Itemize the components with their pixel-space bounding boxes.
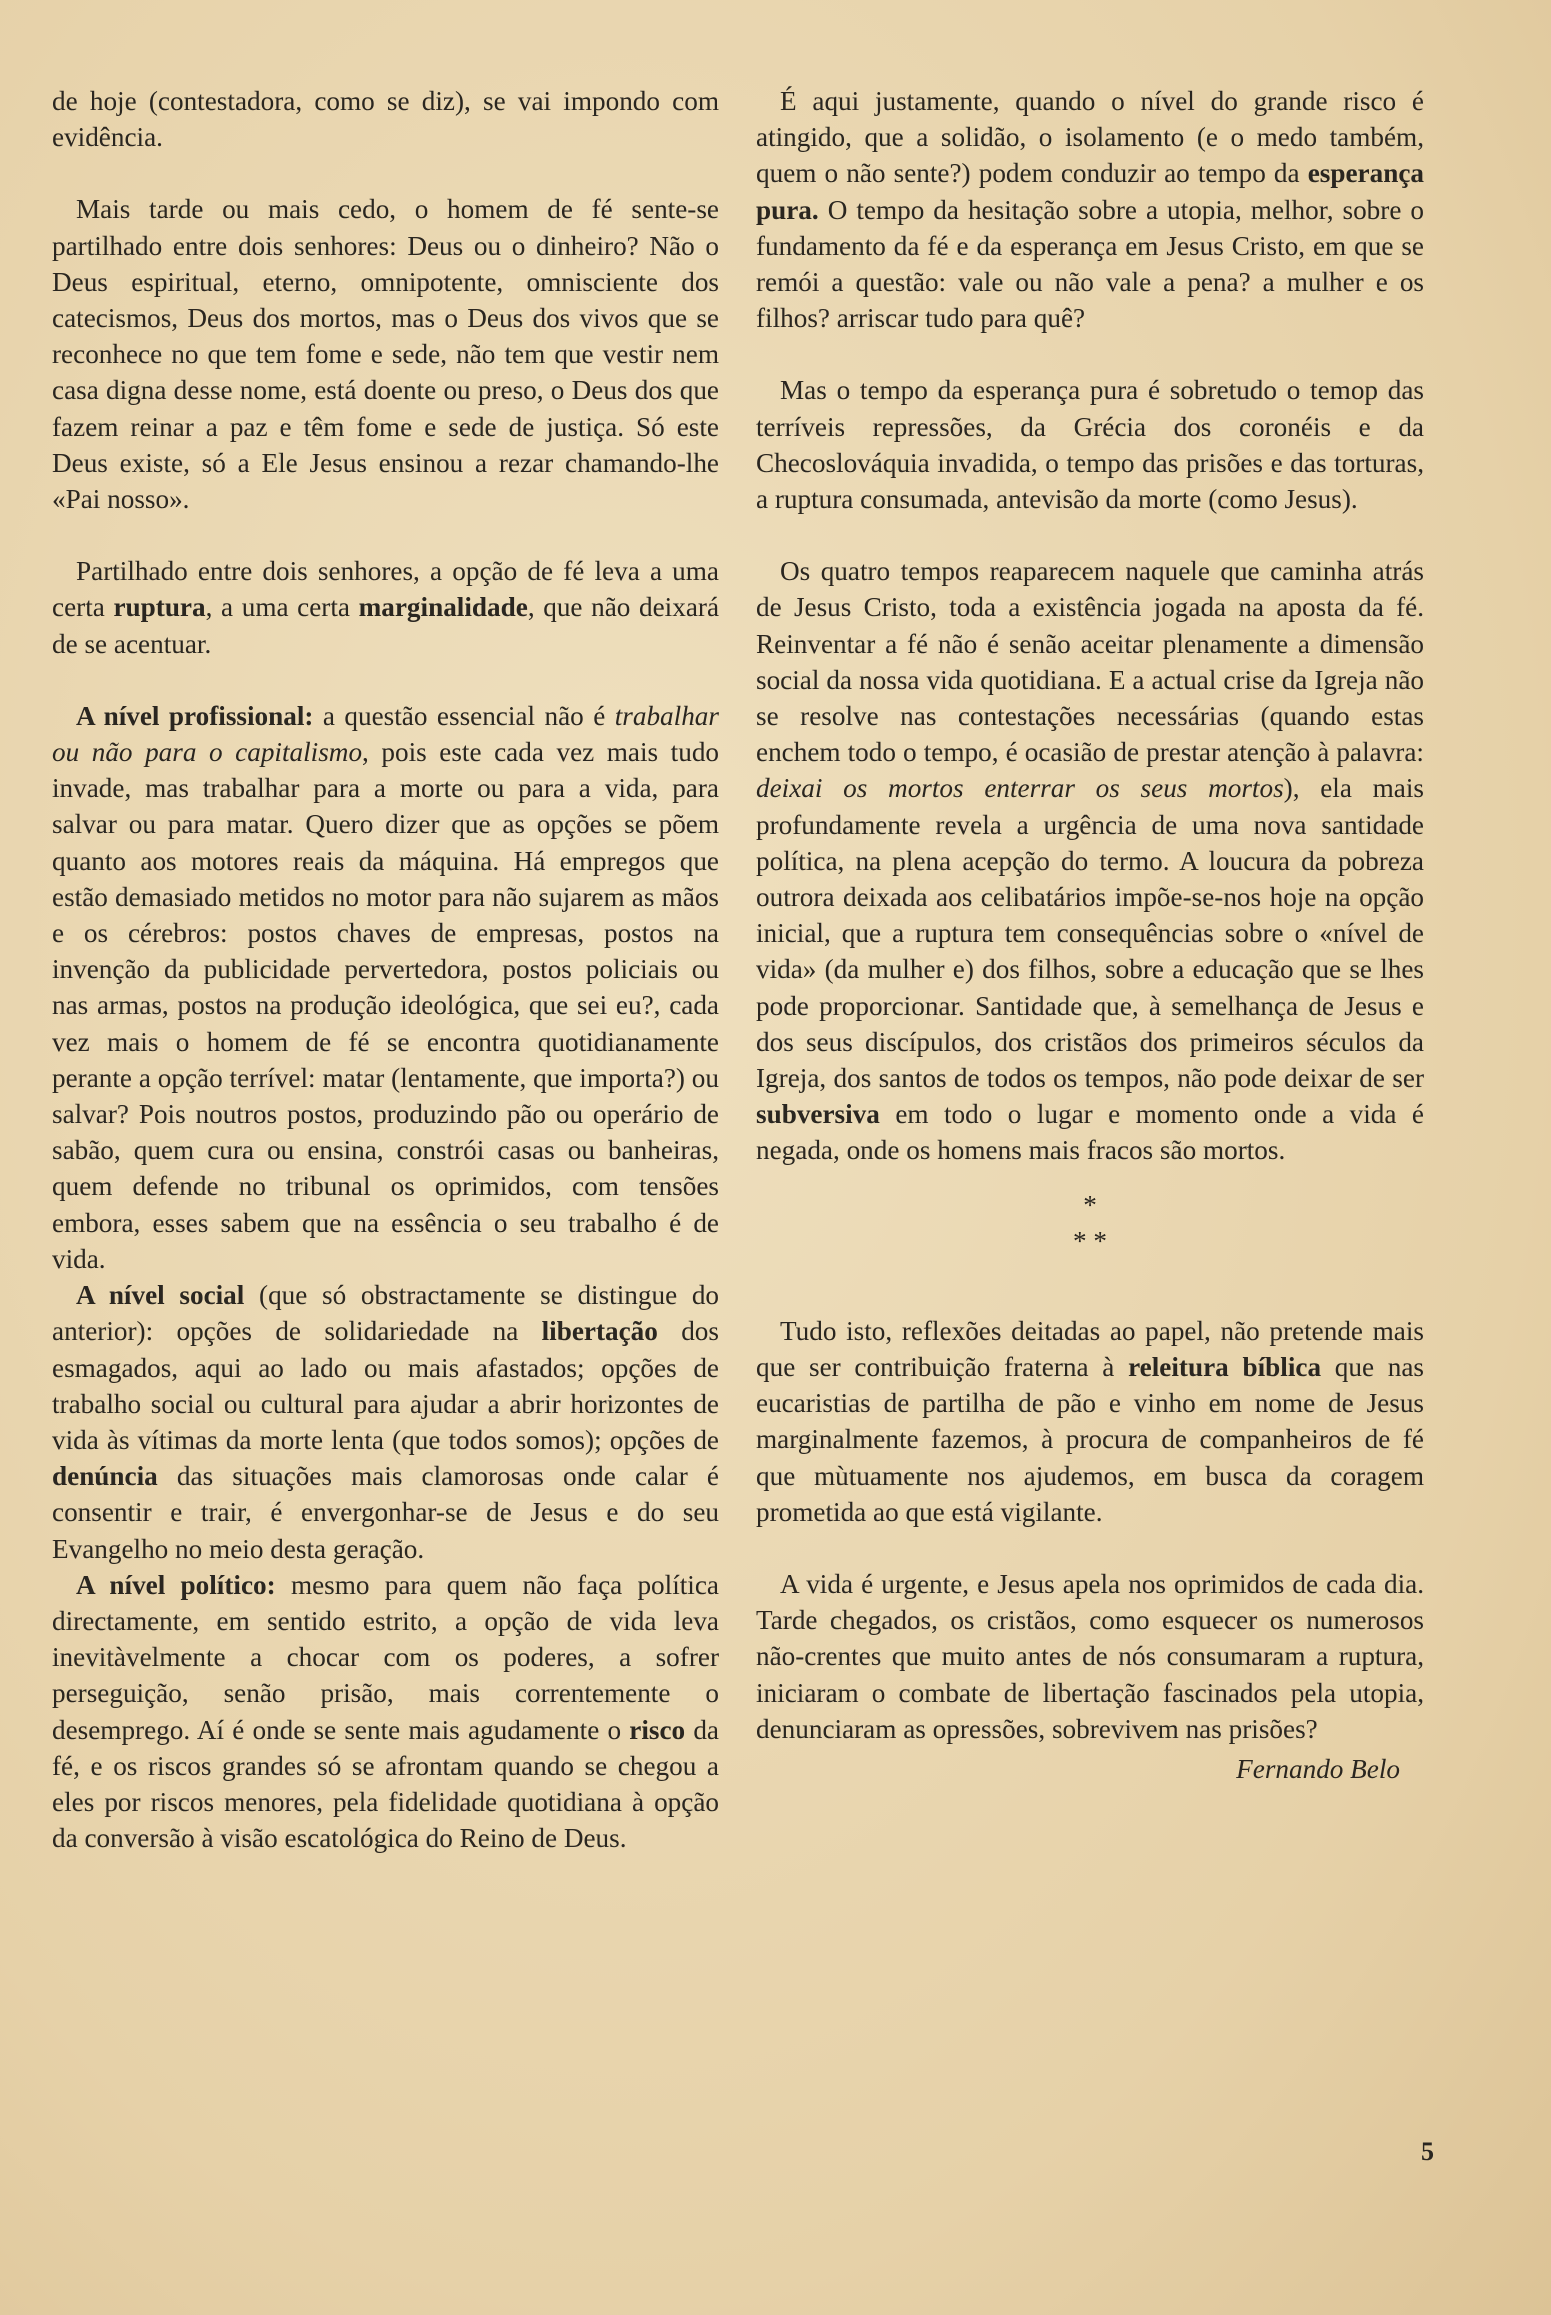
emphasis-libertacao: libertação xyxy=(541,1316,658,1347)
paragraph-rupture: Partilhado entre dois senhores, a opção de fé leva a uma certa ruptura, a uma certa marginalidade, que não deixará de se acentuar. xyxy=(52,556,720,659)
emphasis-ruptura: ruptura xyxy=(113,592,206,623)
italic-capitalism: trabalhar ou não para o capitalismo xyxy=(52,700,719,768)
paragraph-professional: A nível profissional: a questão essencial não é trabalhar ou não para o capitalismo, pois este cada vez mais tudo invade, mas trabalhar para a morte ou para a vida, para salvar ou para matar. Quero dizer que as opções se põem quanto aos motores reais da máquina. Há empregos que estão demasiado metidos no motor para não sujarem as mãos e os cérebros: postos chaves de empresas, postos na invenção da publicidade pervertedora, postos policiais ou nas armas, postos na produção ideológica, que sei eu?, cada vez mais o homem de fé se encontra quotidianamente perante a opção terrível: matar (lentamente, que importa?) ou salvar? Pois noutros postos, produzindo pão ou operário de sabão, quem cura ou ensina, constrói casas ou banheiras, quem defende no tribunal os oprimidos, com tensões embora, esses sabem que na essência o seu trabalho é de vida. xyxy=(52,700,720,1274)
emphasis-subversiva: subversiva xyxy=(756,1099,880,1130)
emphasis-releitura-biblica: releitura bíblica xyxy=(1128,1351,1322,1382)
heading-professional: A nível profissional: xyxy=(76,700,314,731)
heading-social: A nível social xyxy=(76,1280,245,1311)
divider-stars-bottom: * * xyxy=(1073,1225,1107,1256)
divider-star-top: * xyxy=(1083,1189,1097,1220)
emphasis-esperanca-pura: esperança pura. xyxy=(756,158,1424,225)
heading-political: A nível político: xyxy=(76,1569,276,1600)
paragraph-repression: Mas o tempo da esperança pura é sobretudo o temop das terríveis repressões, da Grécia dos coronéis e da Checoslováquia invadida, o tempo das prisões e das torturas, a ruptura consumada, antevisão da morte (como Jesus). xyxy=(756,375,1424,515)
right-column xyxy=(756,83,1424,1787)
emphasis-denuncia: denúncia xyxy=(52,1461,158,1492)
paragraph-reflections: Tudo isto, reflexões deitadas ao papel, não pretende mais que ser contribuição fraterna à releitura bíblica que nas eucaristias de partilha de pão e vinho em nome de Jesus marginalmente fazemos, à procura de companheiros de fé que mùtuamente nos ajudemos, em busca da coragem prometida ao que está vigilante. xyxy=(756,1315,1425,1527)
emphasis-risco: risco xyxy=(629,1714,686,1745)
italic-quote: deixai os mortos enterrar os seus mortos xyxy=(756,773,1284,804)
emphasis-marginalidade: marginalidade xyxy=(358,592,528,623)
paragraph-four-times: Os quatro tempos reaparecem naquele que caminha atrás de Jesus Cristo, toda a existência jogada na aposta da fé. Reinventar a fé não é senão aceitar plenamente a dimensão social da nossa vida quotidiana. E a actual crise da Igreja não se resolve nas contestações necessárias (quando estas enchem todo o tempo, é ocasião de prestar atenção à palavra: deixai os mortos enterrar os seus mortos), ela mais profundamente revela a urgência de uma nova santidade política, na plena acepção do termo. A loucura da pobreza outrora deixada aos celibatários impõe-se-nos hoje na opção inicial, que a ruptura tem consequências sobre o «nível de vida» (da mulher e) dos filhos, sobre a educação que se lhes pode proporcionar. Santidade que, à semelhança de Jesus e dos seus discípulos, dos cristãos dos primeiros séculos da Igreja, dos santos de todos os tempos, não pode deixar de ser subversiva em todo o lugar e momento onde a vida é negada, onde os homens mais fracos são mortos. xyxy=(756,556,1424,1166)
paragraph-social: A nível social (que só obstractamente se distingue do anterior): opções de solidariedade na libertação dos esmagados, aqui ao lado ou mais afastados; opções de trabalho social ou cultural para ajudar a abrir horizontes de vida às vítimas da morte lenta (que todos somos); opções de denúncia das situações mais clamorosas onde calar é consentir e trair, é envergonhar-se de Jesus e do seu Evangelho no meio desta geração. xyxy=(52,1280,720,1564)
author-signature: Fernando Belo xyxy=(1236,1753,1400,1784)
section-divider xyxy=(756,1187,1424,1259)
paragraph-urgency: A vida é urgente, e Jesus apela nos oprimidos de cada dia. Tarde chegados, os cristãos, como esquecer os numerosos não-crentes que muito antes de nós consumaram a ruptura, iniciaram o combate de libertação fascinados pela utopia, denunciaram as opressões, sobrevivem nas prisões? xyxy=(756,1568,1424,1744)
paragraph-continuation: de hoje (contestadora, como se diz), se vai impondo com evidência. xyxy=(52,86,719,153)
left-column xyxy=(52,83,719,1856)
paragraph-two-masters: Mais tarde ou mais cedo, o homem de fé sente-se partilhado entre dois senhores: Deus ou o dinheiro? Não o Deus espiritual, eterno, omnipotente, omnisciente dos catecismos, Deus dos mortos, mas o Deus dos vivos que se reconhece no que tem fome e sede, não tem que vestir nem casa digna desse nome, está doente ou preso, o Deus dos que fazem reinar a paz e têm fome e sede de justiça. Só este Deus existe, só a Ele Jesus ensinou a rezar chamando-lhe «Pai nosso». xyxy=(52,194,719,515)
paragraph-pure-hope: É aqui justamente, quando o nível do grande risco é atingido, que a solidão, o isolamento (e o medo também, quem o não sente?) podem conduzir ao tempo da esperança pura. O tempo da hesitação sobre a utopia, melhor, sobre o fundamento da fé e da esperança em Jesus Cristo, em que se remói a questão: vale ou não vale a pena? a mulher e os filhos? arriscar tudo para quê? xyxy=(756,86,1424,334)
paragraph-political: A nível político: mesmo para quem não faça política directamente, em sentido estrito, a opção de vida leva inevitàvelmente a chocar com os poderes, a sofrer perseguição, senão prisão, mais correntemente o desemprego. Aí é onde se sente mais agudamente o risco da fé, e os riscos grandes só se afrontam quando se chegou a eles por riscos menores, pela fidelidade quotidiana à opção da conversão à visão escatológica do Reino de Deus. xyxy=(52,1569,719,1854)
page-number: 5 xyxy=(1421,2137,1434,2166)
